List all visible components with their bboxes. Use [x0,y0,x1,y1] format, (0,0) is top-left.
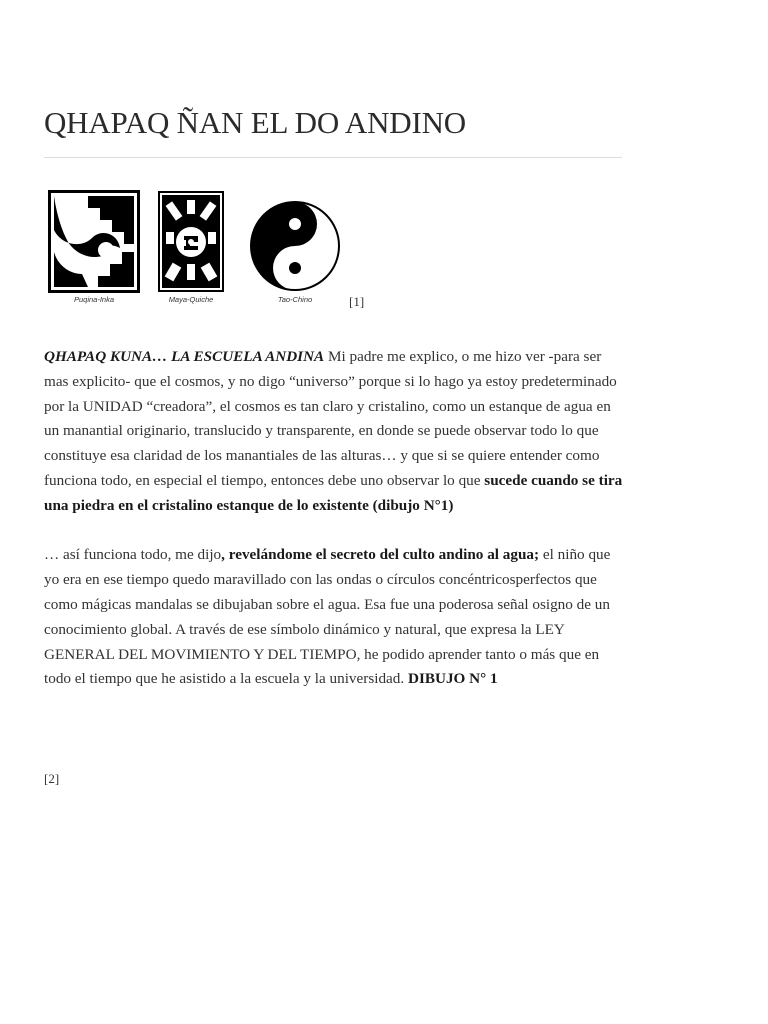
page-title: QHAPAQ ÑAN EL DO ANDINO [44,105,466,140]
figure-reference: DIBUJO N° 1 [407,670,498,688]
symbol-tao-chino [248,199,342,304]
yin-yang-icon [248,199,342,293]
puqina-inka-chakana-icon [48,190,140,293]
symbols-figure [44,185,384,315]
maya-quiche-glyph-icon [156,190,226,293]
paragraph-emphasis: , revelándome el secreto del culto andino al agua; [221,546,540,564]
paragraph-text: … así funciona todo, me dijo [44,546,222,564]
symbol-puqina-inka [48,190,140,304]
section-lead: QHAPAQ KUNA… LA ESCUELA ANDINA [44,348,325,365]
symbol-caption: Maya-Quiche [168,295,214,304]
title-divider [44,157,622,158]
symbol-caption: Tao-Chino [277,295,313,304]
symbol-maya-quiche [156,190,226,304]
footnote-link-1[interactable]: [1] [349,294,365,309]
footnote-link-2[interactable]: [2] [44,771,60,786]
paragraph-text: el niño que yo era en ese tiempo quedo maravillado con las ondas o círculos concéntricosperfectos que como mágicas mandalas se dibujaban sobre el agua. Esa fue una poderosa señal osigno de un conocimiento global. A través de ese símbolo dinámico y natural, que expresa la LEY GENERAL DEL MOVIMIENTO Y DEL TIEMPO, he podido aprender tanto o más que en todo el tiempo que he asistido a la escuela y la universidad. [44,546,611,688]
article-body [44,345,624,717]
paragraph-text: Mi padre me explico, o me hizo ver -para ser mas explicito- que el cosmos, y no digo “universo” porque si lo hago ya estoy predeterminado por la UNIDAD “creadora”, el cosmos es tan claro y cristalino, como un estanque de agua en un manantial originario, translucido y transparente, en donde se puede observar todo lo que constituye esa claridad de los manantiales de las alturas… y que si se quiere entender como funciona todo, en especial el tiempo, entonces debe uno observar lo que [44,348,617,489]
paragraph-emphasis: sucede cuando se tira una piedra en el cristalino estanque de lo existente (dibujo N°1) [44,471,623,514]
symbol-caption: Puqina-Inka [73,295,115,304]
paragraph [44,345,624,519]
paragraph [44,543,624,692]
